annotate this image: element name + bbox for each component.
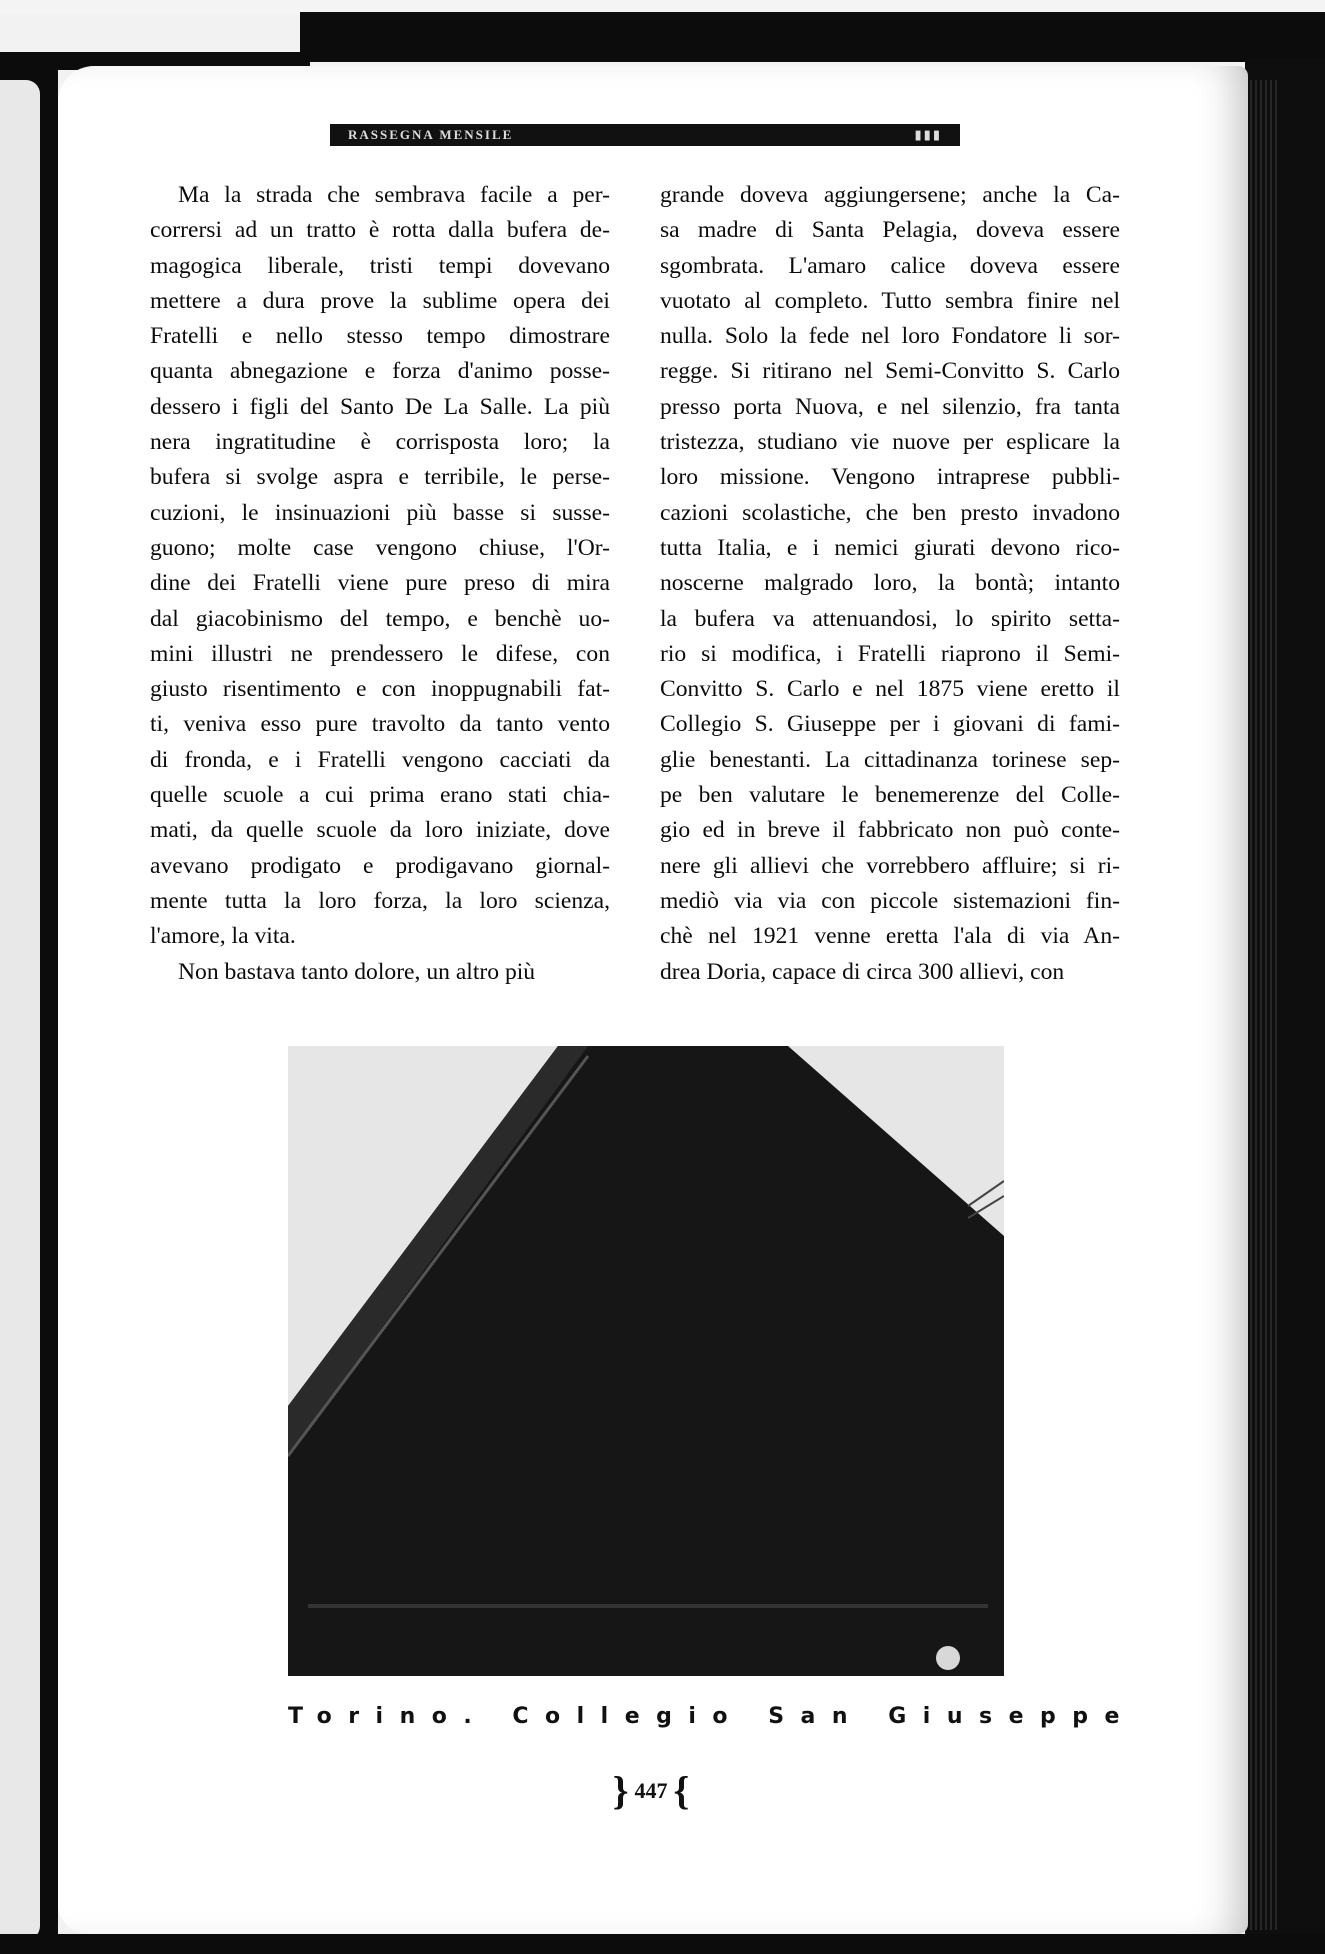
- brace-left-icon: }: [612, 1768, 629, 1813]
- previous-page-edge: [0, 80, 40, 1940]
- text-line: cuzioni, le insinuazioni più basse si susse-: [150, 499, 610, 526]
- text-line: regge. Si ritirano nel Semi-Convitto S. Carlo: [660, 358, 1120, 385]
- page-number-value: 447: [634, 1778, 668, 1803]
- text-line: grande doveva aggiungersene; anche la Ca-: [660, 182, 1120, 208]
- text-line: loro missione. Vengono intraprese pubbli-: [660, 464, 1120, 491]
- text-line: quanta abnegazione e forza d'animo posse-: [150, 358, 610, 385]
- text-line: cazioni scolastiche, che ben presto invadono: [660, 499, 1120, 526]
- text-line: di fronda, e i Fratelli vengono cacciati da: [150, 746, 610, 773]
- text-line: mettere a dura prove la sublime opera dei: [150, 287, 610, 314]
- text-line: mini illustri ne prendessero le difese, con: [150, 640, 610, 667]
- text-line: gio ed in breve il fabbricato non può conte-: [660, 817, 1120, 844]
- text-line: rio si modifica, i Fratelli riaprono il Semi-: [660, 640, 1120, 667]
- text-line: avevano prodigato e prodigavano giornal-: [150, 852, 610, 879]
- right-text-column: [660, 178, 1120, 990]
- text-line: glie benestanti. La cittadinanza torinese sep-: [660, 746, 1120, 773]
- text-line: magogica liberale, tristi tempi dovevano: [150, 252, 610, 279]
- text-line: pe ben valutare le benemerenze del Colle-: [660, 782, 1120, 809]
- text-line: giusto risentimento e con inoppugnabili fat-: [150, 676, 610, 703]
- header-ornament-icon: ▮▮▮: [914, 127, 942, 142]
- text-line: sgombrata. L'amaro calice doveva essere: [660, 252, 1120, 279]
- left-text-column: [150, 178, 610, 990]
- text-line: presso porta Nuova, e nel silenzio, fra tanta: [660, 393, 1120, 420]
- text-line: quelle scuole a cui prima erano stati chia-: [150, 782, 610, 809]
- running-header-title: RASSEGNA MENSILE: [348, 127, 514, 142]
- text-line: guono; molte case vengono chiuse, l'Or-: [150, 534, 610, 561]
- text-line: la bufera va attenuandosi, lo spirito setta-: [660, 605, 1120, 632]
- scan-bottom-border: [0, 1934, 1325, 1954]
- text-line: Ma la strada che sembrava facile a per-: [178, 182, 610, 208]
- text-line: corrersi ad un tratto è rotta dalla bufera de-: [150, 217, 610, 244]
- text-line: chè nel 1921 venne eretta l'ala di via An-: [660, 923, 1120, 950]
- text-line: Fratelli e nello stesso tempo dimostrare: [150, 323, 610, 350]
- page-number: [596, 1768, 706, 1814]
- text-line: mediò via via con piccole sistemazioni fin-: [660, 887, 1120, 914]
- text-line: tristezza, studiano vie nuove per esplicare la: [660, 429, 1120, 456]
- text-line: tutta Italia, e i nemici giurati devono rico-: [660, 534, 1120, 561]
- text-line: ti, veniva esso pure travolto da tanto vento: [150, 711, 610, 738]
- text-line: nulla. Solo la fede nel loro Fondatore li sor-: [660, 323, 1120, 350]
- text-line: mati, da quelle scuole da loro iniziate, dove: [150, 817, 610, 844]
- text-line: noscerne malgrado loro, la bontà; intanto: [660, 570, 1120, 597]
- text-line: dal giacobinismo del tempo, e benchè uo-: [150, 605, 610, 632]
- text-line: drea Doria, capace di circa 300 allievi, con: [660, 958, 1065, 985]
- text-line: l'amore, la vita.: [150, 923, 296, 950]
- college-photograph: [288, 1046, 1004, 1676]
- building-silhouette: [288, 1046, 1004, 1676]
- text-line: mente tutta la loro forza, la loro scienza,: [150, 887, 610, 914]
- text-line: vuotato al completo. Tutto sembra finire nel: [660, 287, 1120, 314]
- running-header: [330, 124, 960, 146]
- text-line: dine dei Fratelli viene pure preso di mira: [150, 570, 610, 597]
- photo-caption: Torino. Collegio San Giuseppe: [288, 1704, 1136, 1729]
- text-line: Convitto S. Carlo e nel 1875 viene eretto il: [660, 676, 1120, 703]
- text-line: bufera si svolge aspra e terribile, le perse-: [150, 464, 610, 491]
- text-line: nere gli allievi che vorrebbero affluire; si ri-: [660, 852, 1120, 879]
- book-page-stack: [1250, 80, 1280, 1930]
- brace-right-icon: {: [673, 1768, 690, 1813]
- text-line: sa madre di Santa Pelagia, doveva essere: [660, 217, 1120, 244]
- text-line: Collegio S. Giuseppe per i giovani di fami-: [660, 711, 1120, 738]
- text-line: Non bastava tanto dolore, un altro più: [178, 958, 536, 985]
- text-line: dessero i figli del Santo De La Salle. La più: [150, 393, 610, 420]
- scan-top-border: [300, 12, 1325, 62]
- text-line: nera ingratitudine è corrisposta loro; la: [150, 429, 610, 456]
